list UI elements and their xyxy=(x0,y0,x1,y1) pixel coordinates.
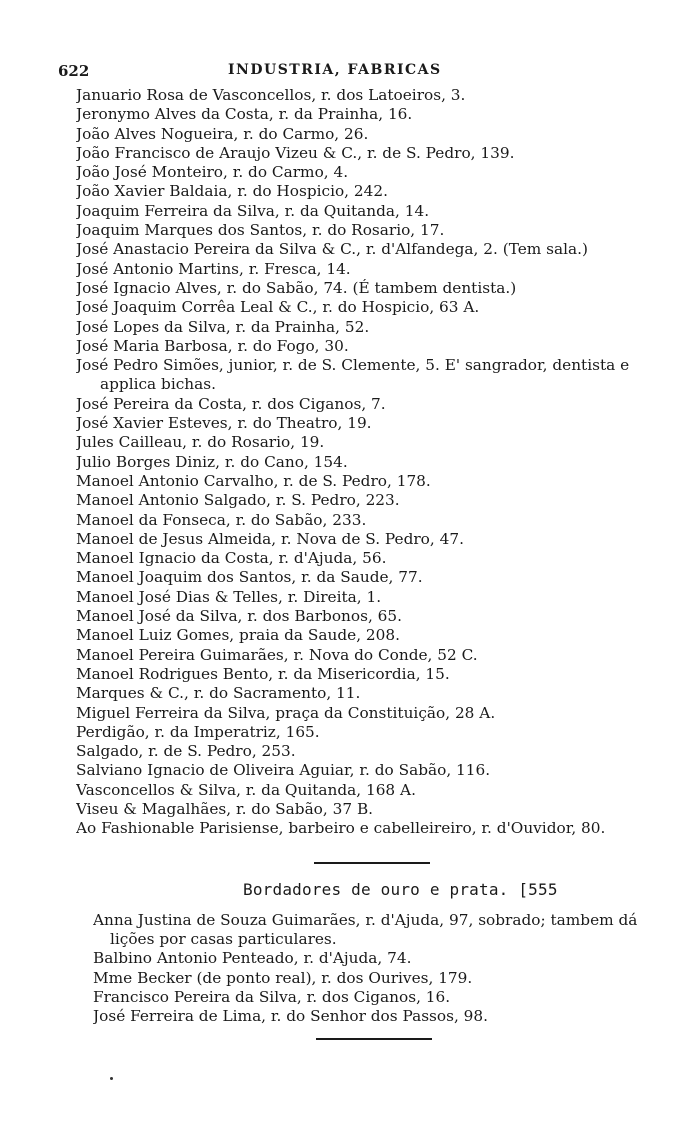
section-divider xyxy=(314,862,430,864)
list-item: Julio Borges Diniz, r. do Cano, 154. xyxy=(76,452,348,471)
list-item: Viseu & Magalhães, r. do Sabão, 37 B. xyxy=(76,799,374,818)
section-end-divider xyxy=(316,1038,432,1040)
list-item: Salgado, r. de S. Pedro, 253. xyxy=(76,742,296,761)
list-item: Manoel Pereira Guimarães, r. Nova do Conde, 52 C. xyxy=(76,645,478,664)
list-item: Manoel Luiz Gomes, praia da Saude, 208. xyxy=(76,626,400,645)
list-item: João José Monteiro, r. do Carmo, 4. xyxy=(76,163,349,182)
list-item: Manoel Antonio Salgado, r. S. Pedro, 223. xyxy=(76,491,400,510)
list-item: Manoel de Jesus Almeida, r. Nova de S. Pedro, 47. xyxy=(76,529,464,548)
list-item: Manoel Joaquim dos Santos, r. da Saude, 77. xyxy=(76,568,423,587)
list-item: José Ignacio Alves, r. do Sabão, 74. (É tambem dentista.) xyxy=(76,278,517,297)
list-item: João Xavier Baldaia, r. do Hospicio, 242. xyxy=(76,182,388,201)
list-item: Manoel Antonio Carvalho, r. de S. Pedro, 178. xyxy=(76,471,431,490)
directory-list-bordadores xyxy=(93,911,657,1026)
list-item: José Lopes da Silva, r. da Prainha, 52. xyxy=(76,317,370,336)
list-item: João Alves Nogueira, r. do Carmo, 26. xyxy=(76,124,369,143)
page-header xyxy=(58,62,488,82)
list-item: Joaquim Ferreira da Silva, r. da Quitanda, 14. xyxy=(76,201,430,220)
section-heading: Bordadores de ouro e prata. [555 xyxy=(243,880,558,899)
list-item: José Ferreira de Lima, r. do Senhor dos Passos, 98. xyxy=(93,1007,488,1026)
list-item: Salviano Ignacio de Oliveira Aguiar, r. do Sabão, 116. xyxy=(76,761,491,780)
list-item: José Anastacio Pereira da Silva & C., r. d'Alfandega, 2. (Tem sala.) xyxy=(76,240,588,259)
list-item: José Pereira da Costa, r. dos Ciganos, 7. xyxy=(76,394,386,413)
list-item: Jules Cailleau, r. do Rosario, 19. xyxy=(76,433,325,452)
list-item: José Pedro Simões, junior, r. de S. Clemente, 5. E' sangrador, dentista e applica bichas. xyxy=(76,356,630,394)
list-item: Francisco Pereira da Silva, r. dos Ciganos, 16. xyxy=(93,987,451,1006)
list-item: Marques & C., r. do Sacramento, 11. xyxy=(76,684,361,703)
list-item: Anna Justina de Souza Guimarães, r. d'Ajuda, 97, sobrado; tambem dá lições por casas particulares. xyxy=(93,911,638,949)
list-item: Manoel da Fonseca, r. do Sabão, 233. xyxy=(76,510,367,529)
list-item: Perdigão, r. da Imperatriz, 165. xyxy=(76,722,320,741)
list-item: Jeronymo Alves da Costa, r. da Prainha, 16. xyxy=(76,105,413,124)
list-item: Miguel Ferreira da Silva, praça da Constituição, 28 A. xyxy=(76,703,496,722)
list-item: José Xavier Esteves, r. do Theatro, 19. xyxy=(76,414,372,433)
list-item: Vasconcellos & Silva, r. da Quitanda, 168 A. xyxy=(76,780,416,799)
list-item: Mme Becker (de ponto real), r. dos Ourives, 179. xyxy=(93,968,473,987)
list-item: Balbino Antonio Penteado, r. d'Ajuda, 74. xyxy=(93,949,412,968)
list-item: João Francisco de Araujo Vizeu & C., r. de S. Pedro, 139. xyxy=(76,143,515,162)
list-item: José Maria Barbosa, r. do Fogo, 30. xyxy=(76,336,349,355)
list-item: Januario Rosa de Vasconcellos, r. dos Latoeiros, 3. xyxy=(76,86,466,104)
list-item: Manoel Ignacio da Costa, r. d'Ajuda, 56. xyxy=(76,549,387,568)
directory-list-barbeiros xyxy=(76,86,656,839)
list-item: Manoel José Dias & Telles, r. Direita, 1. xyxy=(76,587,382,606)
list-item: José Antonio Martins, r. Fresca, 14. xyxy=(76,259,351,278)
list-item: Ao Fashionable Parisiense, barbeiro e cabelleireiro, r. d'Ouvidor, 80. xyxy=(76,819,606,838)
page-number: 622 xyxy=(58,62,90,80)
list-item: Manoel José da Silva, r. dos Barbonos, 65. xyxy=(76,607,402,626)
list-item: José Joaquim Corrêa Leal & C., r. do Hospicio, 63 A. xyxy=(76,298,480,317)
list-item: Joaquim Marques dos Santos, r. do Rosario, 17. xyxy=(76,221,445,240)
running-title: INDUSTRIA, FABRICAS xyxy=(228,62,442,78)
list-item: Manoel Rodrigues Bento, r. da Misericordia, 15. xyxy=(76,664,450,683)
ink-speck xyxy=(110,1077,113,1080)
